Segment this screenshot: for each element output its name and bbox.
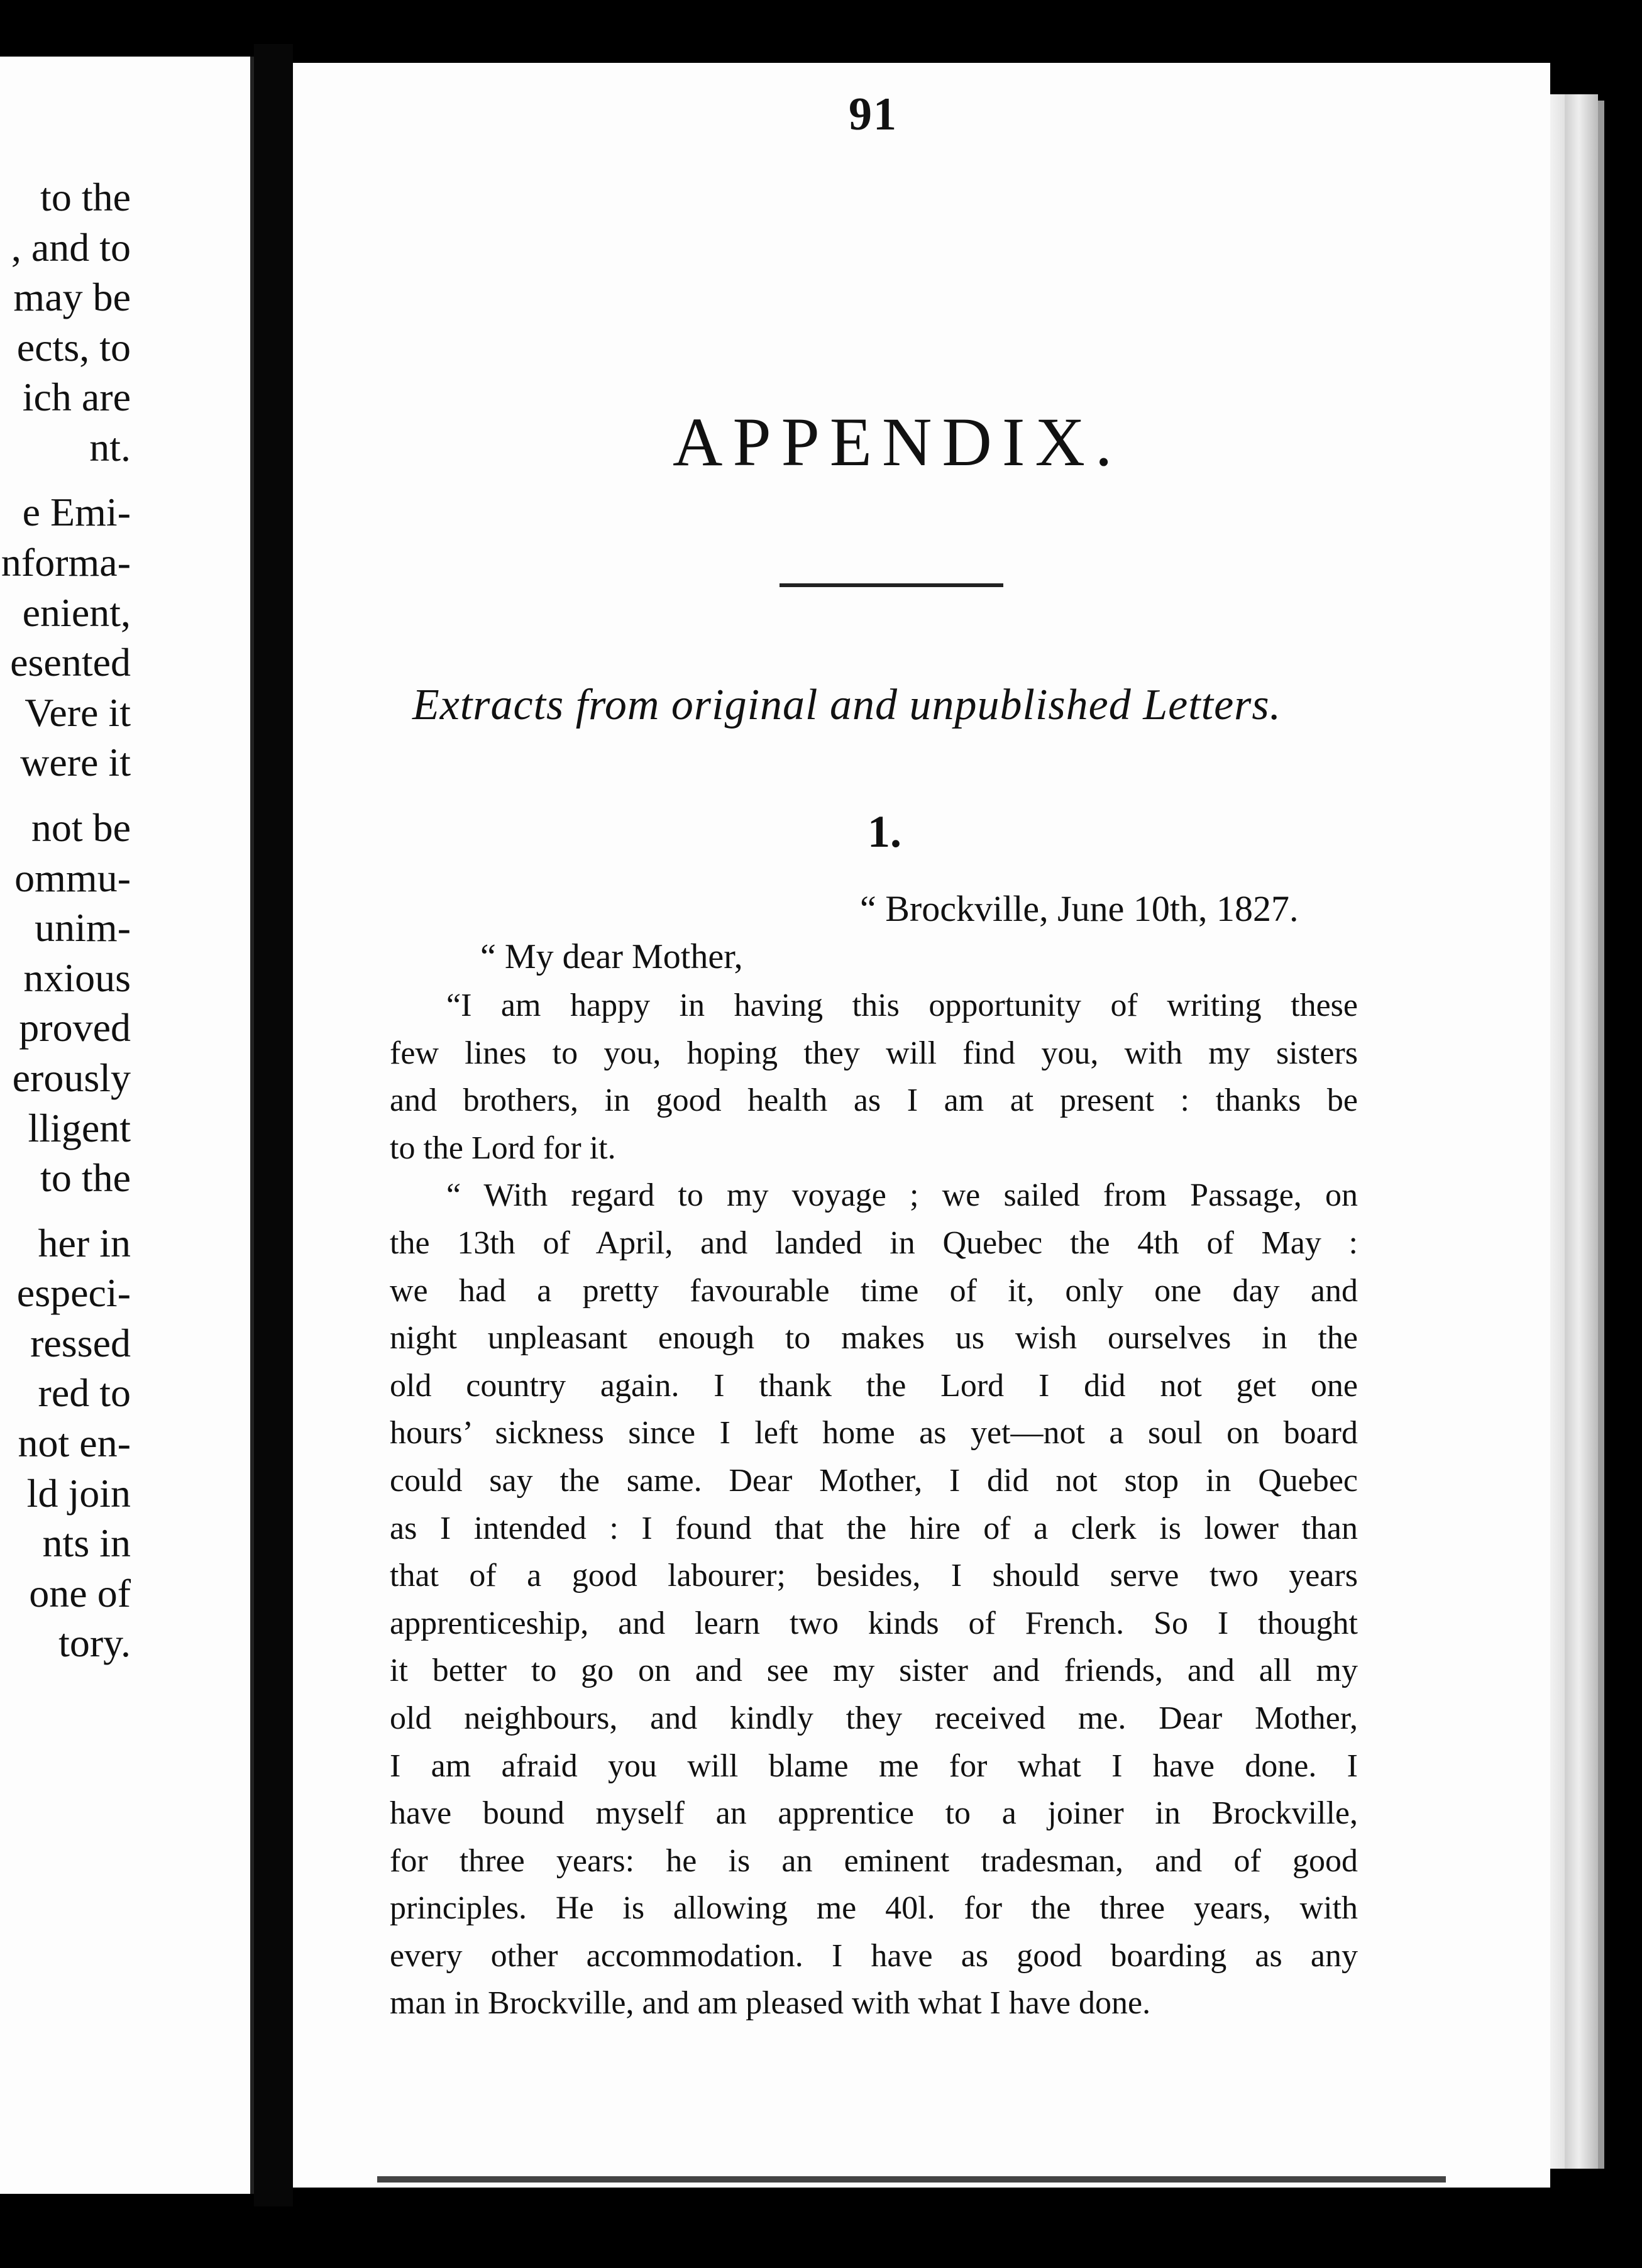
letter-salutation: “ My dear Mother, bbox=[480, 937, 743, 976]
letter-dateline: “ Brockville, June 10th, 1827. bbox=[860, 888, 1299, 929]
letter-body-line: old neighbours, and kindly they received me. Dear Mother, bbox=[390, 1700, 1358, 1736]
letter-body-line: apprenticeship, and learn two kinds of French. So I thought bbox=[390, 1605, 1358, 1641]
previous-page-line: nforma- bbox=[1, 540, 131, 585]
previous-page-line: erously bbox=[12, 1055, 131, 1100]
letter-body-line: it better to go on and see my sister and friends, and all my bbox=[390, 1653, 1358, 1689]
letter-body bbox=[390, 982, 1358, 2027]
previous-page-line: were it bbox=[20, 740, 131, 785]
page-number: 91 bbox=[849, 89, 898, 140]
previous-page-line: enient, bbox=[22, 590, 131, 635]
previous-page-line: e Emi- bbox=[22, 490, 131, 535]
letter-body-line: man in Brockville, and am pleased with what I have done. bbox=[390, 1985, 1151, 2022]
heading-rule bbox=[780, 583, 1003, 587]
letter-body-line: that of a good labourer; besides, I should serve two years bbox=[390, 1558, 1358, 1594]
letter-body-line: night unpleasant enough to makes us wish ourselves in the bbox=[390, 1320, 1358, 1357]
scan-bottom-edge bbox=[377, 2176, 1446, 2183]
previous-page-line: to the bbox=[40, 1155, 131, 1201]
previous-page-line: one of bbox=[29, 1570, 131, 1616]
letter-body-line: and brothers, in good health as I am at present : thanks be bbox=[390, 1082, 1358, 1119]
previous-page-line: nt. bbox=[89, 425, 131, 470]
letter-body-line: hours’ sickness since I left home as yet—not a soul on board bbox=[390, 1415, 1358, 1451]
previous-page-line: to the bbox=[40, 175, 131, 219]
previous-page-line: unim- bbox=[35, 905, 131, 950]
previous-page-line: ld join bbox=[26, 1470, 131, 1516]
letter-body-line: have bound myself an apprentice to a joiner in Brockville, bbox=[390, 1795, 1358, 1832]
letter-body-line: “I am happy in having this opportunity of writing these bbox=[446, 988, 1358, 1023]
letter-body-line: to the Lord for it. bbox=[390, 1130, 616, 1166]
letter-body-line: the 13th of April, and landed in Quebec the 4th of May : bbox=[390, 1225, 1358, 1261]
letter-body-line: old country again. I thank the Lord I did not get one bbox=[390, 1367, 1358, 1404]
appendix-heading: APPENDIX. bbox=[673, 404, 1123, 480]
section-subtitle: Extracts from original and unpublished Letters. bbox=[412, 681, 1282, 729]
previous-page-line: ommu- bbox=[14, 855, 131, 900]
letter-body-line: could say the same. Dear Mother, I did not stop in Quebec bbox=[390, 1462, 1358, 1499]
previous-page-line: especi- bbox=[16, 1270, 131, 1316]
book-gutter bbox=[254, 44, 293, 2206]
letter-number: 1. bbox=[868, 806, 901, 857]
previous-page-line: her in bbox=[38, 1220, 131, 1265]
previous-page-line: nxious bbox=[23, 955, 131, 1000]
previous-page-line: not en- bbox=[18, 1421, 131, 1466]
previous-page-line: proved bbox=[19, 1005, 131, 1050]
previous-page-line: tory. bbox=[58, 1621, 131, 1666]
previous-page-line: ich are bbox=[22, 375, 131, 420]
previous-page-line: not be bbox=[31, 805, 131, 850]
previous-page-line: , and to bbox=[11, 224, 131, 270]
previous-page-line: red to bbox=[38, 1370, 131, 1416]
letter-body-line: as I intended : I found that the hire of a clerk is lower than bbox=[390, 1510, 1358, 1546]
previous-page-line: nts in bbox=[42, 1521, 131, 1566]
letter-body-line: we had a pretty favourable time of it, only one day and bbox=[390, 1272, 1358, 1309]
page-stack-edge bbox=[1550, 94, 1598, 2169]
previous-page-line: lligent bbox=[28, 1105, 131, 1150]
previous-page-fragment bbox=[0, 57, 254, 2194]
letter-body-line: for three years: he is an eminent tradesman, and of good bbox=[390, 1842, 1358, 1879]
previous-page-line: ects, to bbox=[16, 324, 131, 370]
letter-body-line: principles. He is allowing me 40l. for the three years, with bbox=[390, 1890, 1358, 1927]
previous-page-line: may be bbox=[13, 275, 131, 320]
page-stack-shadow bbox=[1598, 101, 1604, 2169]
previous-page-line: Vere it bbox=[25, 690, 131, 735]
previous-page-line: ressed bbox=[30, 1320, 131, 1365]
letter-body-line: few lines to you, hoping they will find you, with my sisters bbox=[390, 1035, 1358, 1071]
letter-body-line: I am afraid you will blame me for what I have done. I bbox=[390, 1748, 1358, 1784]
letter-body-line: every other accommodation. I have as good boarding as any bbox=[390, 1937, 1358, 1974]
letter-body-line: “ With regard to my voyage ; we sailed from Passage, on bbox=[446, 1177, 1358, 1214]
previous-page-line: esented bbox=[10, 640, 131, 685]
